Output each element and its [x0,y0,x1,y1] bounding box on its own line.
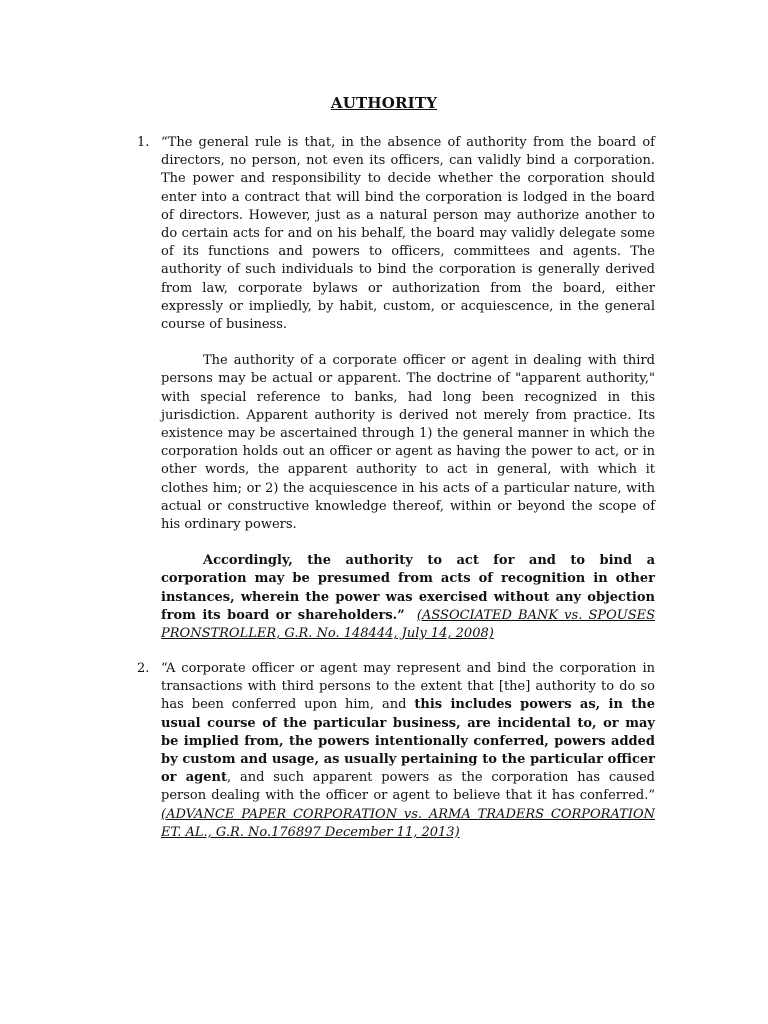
item-1-paragraph-3 [161,552,655,643]
item-2-text-start: “A corporate officer or agent may represent and bind the corporation in transactions with third persons to the extent that [the] authority to do so has been conferred upon him, and [161,661,655,713]
item-1-paragraph-2: The authority of a corporate officer or agent in dealing with third persons may be actual or apparent. The doctrine of "apparent authority," with special reference to banks, had long been recognized in this jurisdiction. Apparent authority is derived not merely from practice. Its existence may be ascertained through 1) the general manner in which the corporation holds out an officer or agent as having the power to act, or in other words, the apparent authority to act in general, with which it clothes him; or 2) the acquiescence in his acts of a particular nature, with actual or constructive knowledge thereof, within or beyond the scope of his ordinary powers. [161,353,655,533]
item-2-citation: (ADVANCE PAPER CORPORATION vs. ARMA TRADERS CORPORATION ET. AL., G.R. No.176897 December 11, 2013) [161,806,655,840]
item-1-paragraph-1: “The general rule is that, in the absence of authority from the board of directors, no person, not even its officers, can validly bind a corporation. The power and responsibility to decide whether the corporation should enter into a contract that will bind the corporation is lodged in the board of directors. However, just as a natural person may authorize another to do certain acts for and on his behalf, the board may validly delegate some of its functions and powers to officers, committees and agents. The authority of such individuals to bind the corporation is generally derived from law, corporate bylaws or authorization from the board, either expressly or impliedly, by habit, custom, or acquiescence, in the general course of business. [161,135,655,333]
item-1-citation: (ASSOCIATED BANK vs. SPOUSES PRONSTROLLER, G.R. No. 148444, July 14, 2008) [161,607,656,642]
item-2-text-end: , and such apparent powers as the corporation has caused person dealing with the officer or agent to believe that it has conferred.” [161,770,655,804]
item-2-bold-text: this includes powers as, in the usual course of the particular business, are incidental to, or may be implied from, the powers intentionally conferred, powers added by custom and usage, as usually pertaining to the particular officer or agent [161,697,655,786]
list-item-2 [137,660,655,842]
page-title: AUTHORITY [330,94,438,112]
item-number: 1. [137,135,150,150]
list-item-1 [137,134,656,643]
item-1-bold-quote: Accordingly, the authority to act for and to bind a corporation may be presumed from acts of recognition in other instances, wherein the power was exercised without any objection from its board or shareholders.” [161,553,655,623]
item-2-paragraph [161,660,655,842]
item-number: 2. [137,661,150,676]
